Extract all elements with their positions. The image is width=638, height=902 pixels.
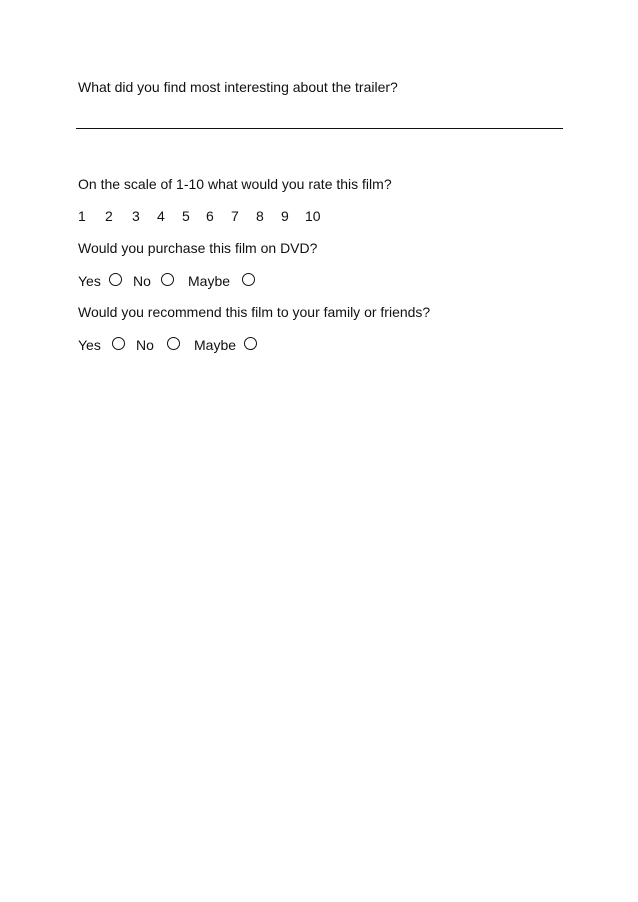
recommend-no-radio[interactable] bbox=[167, 337, 180, 350]
answer-line[interactable] bbox=[76, 128, 563, 129]
purchase-yes-label: Yes bbox=[78, 273, 101, 289]
rating-option-6[interactable]: 6 bbox=[206, 208, 214, 224]
rating-scale bbox=[78, 207, 338, 225]
purchase-no-label: No bbox=[133, 273, 151, 289]
rating-option-1[interactable]: 1 bbox=[78, 208, 86, 224]
recommend-maybe-label: Maybe bbox=[194, 337, 237, 353]
purchase-maybe-radio[interactable] bbox=[242, 273, 255, 286]
recommend-maybe-radio[interactable] bbox=[244, 337, 257, 350]
rating-option-7[interactable]: 7 bbox=[231, 208, 239, 224]
purchase-yes-radio[interactable] bbox=[109, 273, 122, 286]
recommend-yes-radio[interactable] bbox=[112, 337, 125, 350]
rating-option-8[interactable]: 8 bbox=[256, 208, 264, 224]
question-purchase-dvd: Would you purchase this film on DVD? bbox=[78, 240, 318, 256]
purchase-maybe-label: Maybe bbox=[188, 273, 231, 289]
question-recommend: Would you recommend this film to your family or friends? bbox=[78, 304, 431, 320]
recommend-options bbox=[78, 336, 318, 356]
rating-option-4[interactable]: 4 bbox=[157, 208, 165, 224]
recommend-yes-label: Yes bbox=[78, 337, 101, 353]
purchase-options bbox=[78, 272, 318, 292]
rating-option-3[interactable]: 3 bbox=[132, 208, 140, 224]
rating-option-5[interactable]: 5 bbox=[182, 208, 190, 224]
rating-option-10[interactable]: 10 bbox=[305, 208, 321, 224]
recommend-no-label: No bbox=[136, 337, 154, 353]
rating-option-2[interactable]: 2 bbox=[105, 208, 113, 224]
question-rating: On the scale of 1-10 what would you rate this film? bbox=[78, 176, 392, 192]
question-interesting-trailer: What did you find most interesting about the trailer? bbox=[78, 79, 398, 95]
rating-option-9[interactable]: 9 bbox=[281, 208, 289, 224]
purchase-no-radio[interactable] bbox=[161, 273, 174, 286]
